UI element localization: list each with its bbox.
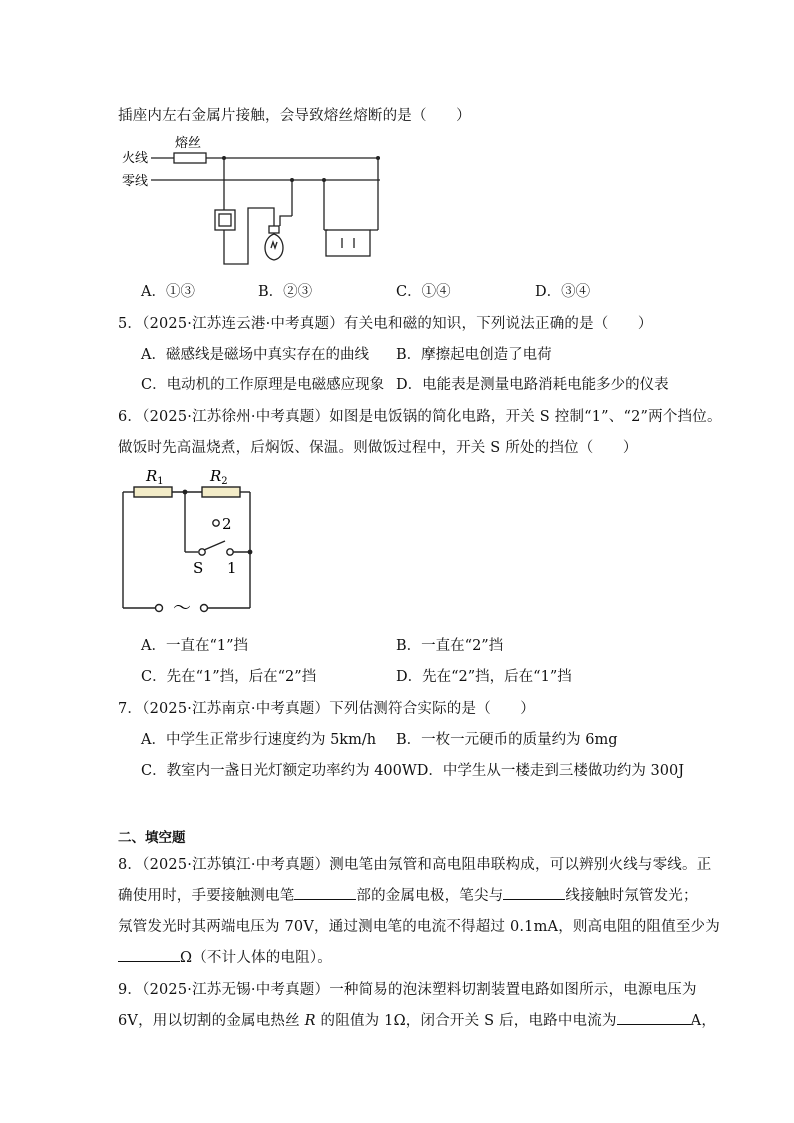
q4-stem-tail: 插座内左右金属片接触，会导致熔丝熔断的是（ ） xyxy=(118,108,471,124)
r1-symbol: $R_1$ xyxy=(146,467,164,487)
q6-option-a: A．一直在“1”挡 xyxy=(141,638,249,654)
q6-option-b: B．一直在“2”挡 xyxy=(396,638,504,654)
q5-option-a: A．磁感线是磁场中真实存在的曲线 xyxy=(141,347,369,363)
q8-line1: 8．（2025·江苏镇江·中考真题）测电笔由氖管和高电阻串联构成，可以辨别火线与零线。正 xyxy=(118,857,712,873)
switch-s-label: S xyxy=(193,559,204,577)
q6-stem-line1: 6．（2025·江苏徐州·中考真题）如图是电饭锅的简化电路，开关 S 控制“1”、“2”两个挡位。 xyxy=(118,409,722,425)
q9-line1: 9．（2025·江苏无锡·中考真题）一种简易的泡沫塑料切割装置电路如图所示，电源电压为 xyxy=(118,982,697,998)
neutral-wire-label: 零线 xyxy=(122,174,149,189)
q8-blank-3[interactable] xyxy=(118,947,180,962)
q8-line4: Ω（不计人体的电阻）。 xyxy=(118,946,332,967)
q5-stem: 5．（2025·江苏连云港·中考真题）有关电和磁的知识，下列说法正确的是（ ） xyxy=(118,316,653,332)
r2-symbol: $R_2$ xyxy=(210,467,228,487)
q9-line2: 6V，用以切割的金属电热丝 R 的阻值为 1Ω，闭合开关 S 后，电路中电流为 A， xyxy=(118,1009,716,1030)
q4-option-b: B．②③ xyxy=(258,284,313,300)
q9-blank-1[interactable] xyxy=(617,1010,691,1025)
q7-option-cd: C．教室内一盏日光灯额定功率约为 400WD．中学生从一楼走到三楼做功约为 300J xyxy=(141,763,685,779)
fuse-label: 熔丝 xyxy=(175,136,202,151)
q5-option-d: D．电能表是测量电路消耗电能多少的仪表 xyxy=(396,377,669,393)
q8-line2: 确使用时，手要接触测电笔 部的金属电极，笔尖与 线接触时氖管发光； xyxy=(118,884,698,905)
contact-1-label: 1 xyxy=(227,559,237,577)
q7-option-a: A．中学生正常步行速度约为 5km/h xyxy=(141,732,377,748)
q6-option-d: D．先在“2”挡，后在“1”挡 xyxy=(396,669,572,685)
q5-option-c: C．电动机的工作原理是电磁感应现象 xyxy=(141,377,385,393)
live-wire-label: 火线 xyxy=(122,151,149,166)
q8-blank-1[interactable] xyxy=(294,885,356,900)
q8-line3: 氖管发光时其两端电压为 70V，通过测电笔的电流不得超过 0.1mA，则高电阻的阻值至少为 xyxy=(118,919,720,935)
q7-stem: 7．（2025·江苏南京·中考真题）下列估测符合实际的是（ ） xyxy=(118,701,535,717)
q7-option-b: B．一枚一元硬币的质量约为 6mg xyxy=(396,732,618,748)
ac-source-symbol: ～ xyxy=(173,598,191,618)
q4-option-d: D．③④ xyxy=(535,284,591,300)
q4-option-c: C．①④ xyxy=(396,284,451,300)
rice-cooker-circuit-diagram xyxy=(118,462,268,618)
household-circuit-diagram xyxy=(118,130,398,270)
contact-2-label: 2 xyxy=(222,515,232,533)
q8-blank-2[interactable] xyxy=(503,885,565,900)
q5-option-b: B．摩擦起电创造了电荷 xyxy=(396,347,552,363)
section-heading-fill-blank: 二、填空题 xyxy=(118,830,186,846)
q4-option-a: A．①③ xyxy=(141,284,195,300)
q6-option-c: C．先在“1”挡，后在“2”挡 xyxy=(141,669,317,685)
q6-stem-line2: 做饭时先高温烧煮，后焖饭、保温。则做饭过程中，开关 S 所处的挡位（ ） xyxy=(118,440,638,456)
